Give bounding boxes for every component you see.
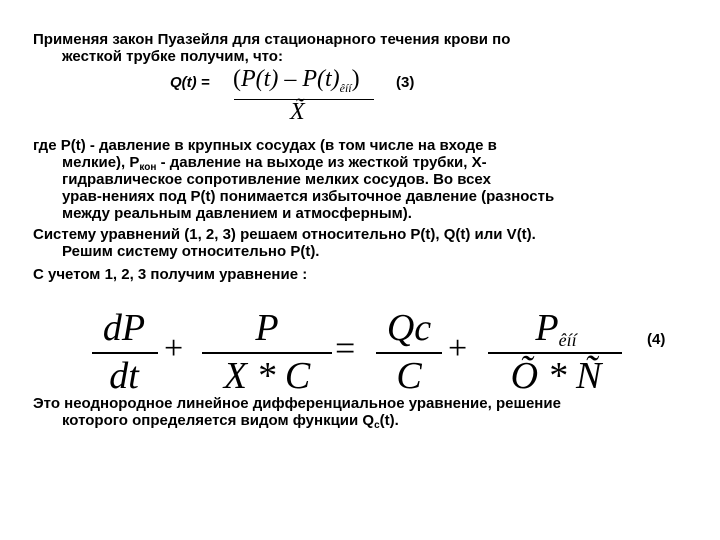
def-line-5: между реальным давлением и атмосферным). bbox=[62, 205, 412, 222]
eq3-p1: P(t) bbox=[241, 66, 279, 92]
eq4-term4-num-main: P bbox=[535, 307, 559, 349]
eq3-paren-open: ( bbox=[233, 66, 241, 92]
eq3-lhs: Q(t) = bbox=[170, 74, 210, 91]
eq3-numerator bbox=[233, 66, 360, 96]
eq4-term3-num: Qc bbox=[386, 307, 432, 349]
eq3-p2-sub: êíí bbox=[339, 81, 352, 95]
system-line-1: Систему уравнений (1, 2, 3) решаем относительно P(t), Q(t) или V(t). bbox=[33, 226, 536, 243]
eq4-term4-bar bbox=[488, 352, 622, 354]
def-line-2-a: мелкие), P bbox=[62, 154, 140, 171]
eq4-term1-num: dP bbox=[102, 307, 146, 349]
eq3-number: (3) bbox=[396, 74, 415, 91]
conclusion-line-2-b: (t). bbox=[379, 412, 399, 429]
conclusion-line-2-a: которого определяется видом функции Q bbox=[62, 412, 375, 429]
intro-line-2: жесткой трубке получим, что: bbox=[62, 48, 283, 65]
eq4-term1-bar bbox=[92, 352, 158, 354]
eq4-number: (4) bbox=[647, 331, 666, 348]
eq3-minus: – bbox=[284, 66, 297, 92]
eq4-term4-den: Õ * Ñ bbox=[510, 355, 602, 397]
conclusion-line-2 bbox=[62, 412, 399, 434]
system-line-3: С учетом 1, 2, 3 получим уравнение : bbox=[33, 266, 308, 283]
qc-subscript: c bbox=[374, 420, 380, 431]
eq4-equals: = bbox=[335, 328, 356, 368]
system-line-2: Решим систему относительно P(t). bbox=[62, 243, 320, 260]
eq4-term2-den: X * C bbox=[223, 355, 311, 397]
def-line-4: урав-нениях под P(t) понимается избыточное давление (разность bbox=[62, 188, 555, 205]
eq4-term3-bar bbox=[376, 352, 442, 354]
eq3-denominator: X̃ bbox=[290, 99, 305, 125]
eq4-plus-1: + bbox=[164, 330, 184, 367]
eq4-plus-2: + bbox=[448, 330, 468, 367]
def-line-3: гидравлическое сопротивление мелких сосудов. Во всех bbox=[62, 171, 491, 188]
p-kon-subscript: кон bbox=[139, 162, 157, 173]
eq4-term4-num-sub: êíí bbox=[558, 330, 577, 350]
eq3-p2: P(t) bbox=[302, 66, 340, 92]
def-line-2-b: - давление на выходе из жесткой трубки, X- bbox=[156, 154, 487, 171]
eq3-paren-close: ) bbox=[351, 66, 360, 92]
eq4-term2-num: P bbox=[255, 307, 279, 349]
conclusion-line-1: Это неоднородное линейное дифференциальное уравнение, решение bbox=[33, 395, 561, 412]
eq4-term1-den: dt bbox=[109, 355, 139, 397]
eq4-term3-den: C bbox=[396, 355, 422, 397]
eq4-term2-bar bbox=[202, 352, 332, 354]
def-line-1: где P(t) - давление в крупных сосудах (в том числе на входе в bbox=[33, 137, 497, 154]
intro-line-1: Применяя закон Пуазейля для стационарного течения крови по bbox=[33, 31, 511, 48]
